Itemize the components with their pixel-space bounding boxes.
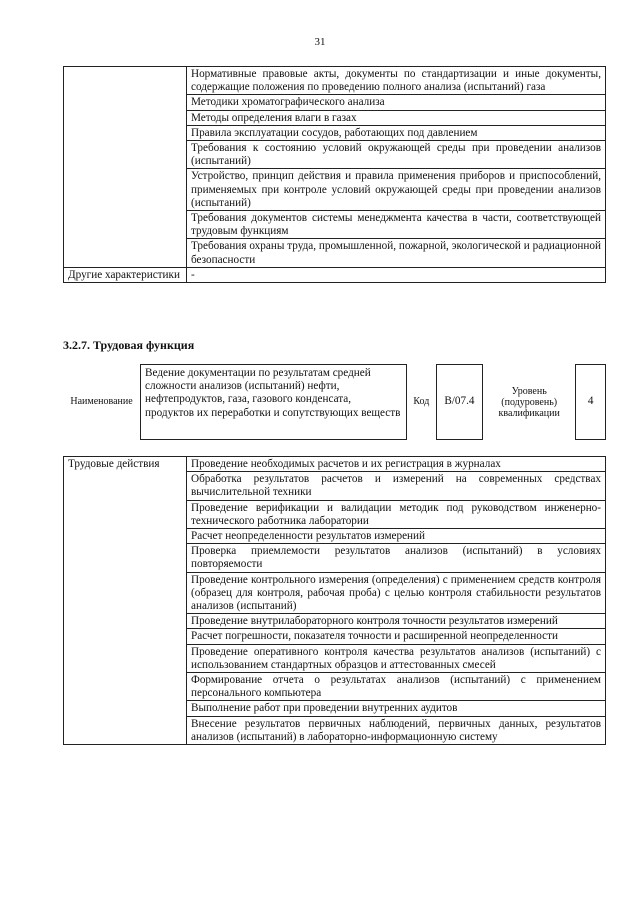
other-characteristics-value: - [187, 267, 606, 282]
table-cell: Устройство, принцип действия и правила применения приборов и приспособлений, применяемых при контроле условий окружающей среды при проведении анализов (испытаний) [187, 169, 606, 211]
table-cell: Расчет неопределенности результатов измерений [187, 529, 606, 544]
table-cell: Проведение верификации и валидации методик под руководством инженерно-технического работника лаборатории [187, 500, 606, 528]
table-cell: Проведение оперативного контроля качества результатов анализов (испытаний) с использованием стандартных образцов и аттестованных смесей [187, 644, 606, 672]
table-cell: Требования документов системы менеджмента качества в части, соответствующей трудовым функциям [187, 211, 606, 239]
table-cell: Требования охраны труда, промышленной, пожарной, экологической и радиационной безопасности [187, 239, 606, 267]
function-header [63, 364, 606, 440]
table-cell: Обработка результатов расчетов и измерений на современных средствах вычислительной техники [187, 472, 606, 500]
function-name: Ведение документации по результатам средней сложности анализов (испытаний) нефти, нефтепродуктов, газа, газового конденсата, продуктов их переработки и сопутствующих веществ [140, 364, 407, 440]
table-cell: Методики хроматографического анализа [187, 95, 606, 110]
table-cell: Выполнение работ при проведении внутренних аудитов [187, 701, 606, 716]
labor-actions-label: Трудовые действия [64, 457, 187, 745]
table-row [64, 67, 606, 95]
empty-label-cell [64, 67, 187, 268]
name-label: Наименование [70, 396, 133, 408]
level-value: 4 [575, 364, 606, 440]
labor-actions-table [63, 456, 606, 745]
code-label: Код [413, 396, 430, 408]
table-cell: Расчет погрешности, показателя точности и расширенной неопределенности [187, 629, 606, 644]
table-row [64, 267, 606, 282]
table-cell: Требования к состоянию условий окружающей среды при проведении анализов (испытаний) [187, 141, 606, 169]
table-cell: Проведение необходимых расчетов и их регистрация в журналах [187, 457, 606, 472]
code-value: B/07.4 [436, 364, 483, 440]
table-cell: Проведение внутрилабораторного контроля точности результатов измерений [187, 614, 606, 629]
table-cell: Формирование отчета о результатах анализов (испытаний) с применением персонального компьютера [187, 673, 606, 701]
table-cell: Внесение результатов первичных наблюдений, первичных данных, результатов анализов (испытаний) в лабораторно-информационную систему [187, 716, 606, 744]
table-cell: Нормативные правовые акты, документы по стандартизации и иные документы, содержащие положения по проведению полного анализа (испытаний) газа [187, 67, 606, 95]
table-cell: Правила эксплуатации сосудов, работающих под давлением [187, 125, 606, 140]
table-row [64, 457, 606, 472]
section-heading: 3.2.7. Трудовая функция [63, 338, 195, 352]
page-number: 31 [314, 36, 326, 48]
table-cell: Проверка приемлемости результатов анализов (испытаний) в условиях повторяемости [187, 544, 606, 572]
table-cell: Методы определения влаги в газах [187, 110, 606, 125]
other-characteristics-label: Другие характеристики [64, 267, 187, 282]
table-cell: Проведение контрольного измерения (определения) с применением средств контроля (образец для контроля, рабочая проба) с целью контроля стабильности результатов анализов (испытаний) [187, 572, 606, 614]
knowledge-table [63, 66, 606, 283]
level-label: Уровень (подуровень) квалификации [498, 385, 560, 419]
